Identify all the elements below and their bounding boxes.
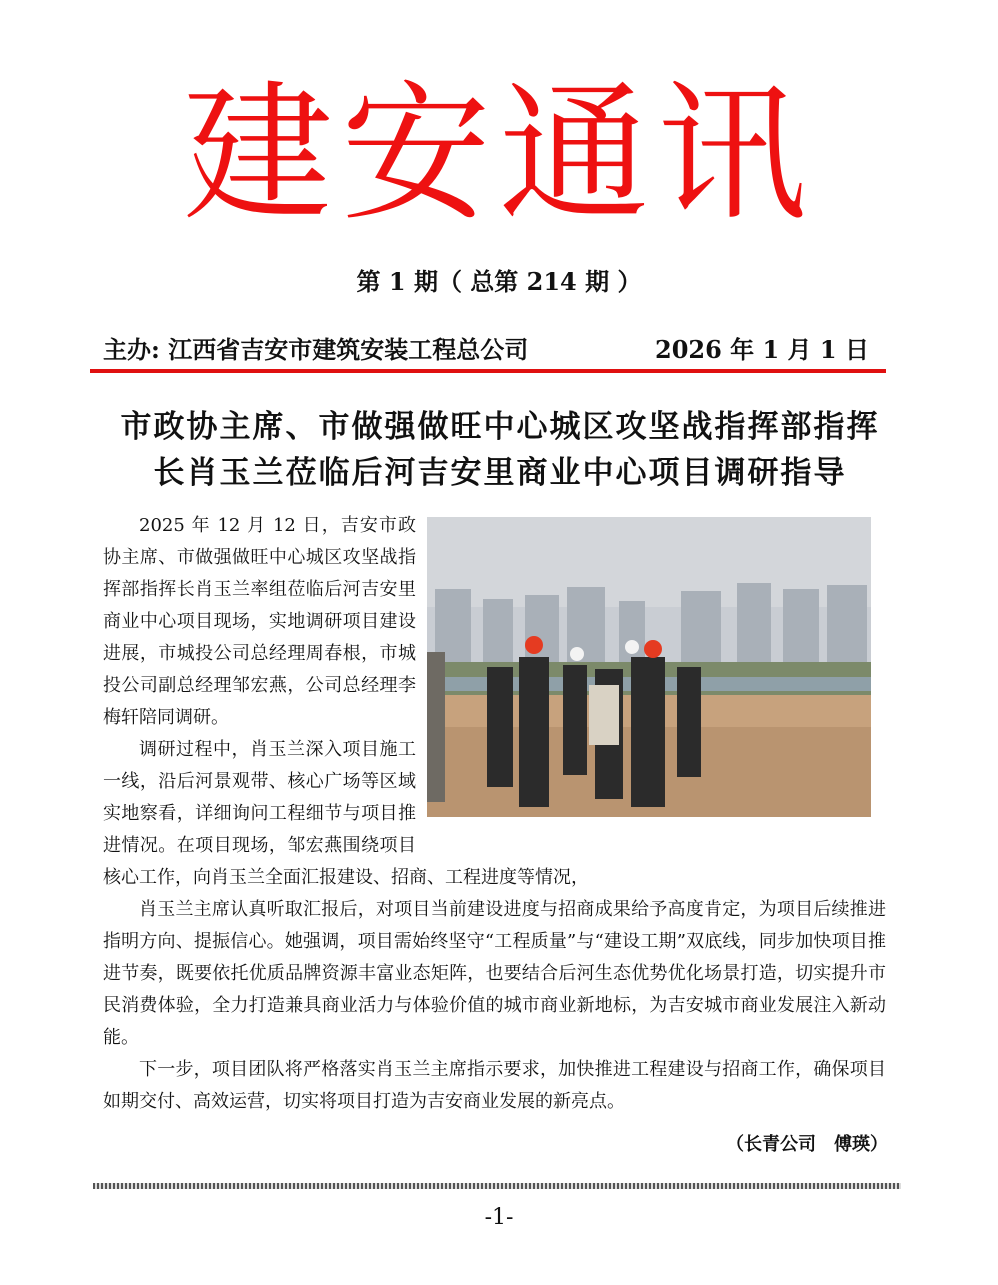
photo-spacer [416,510,886,846]
paragraph-3: 肖玉兰主席认真听取汇报后，对项目当前建设进度与招商成果给予高度肯定，为项目后续推进指明方向、提振信心。她强调，项目需始终坚守“工程质量”与“建设工期”双底线，同步加快项目推进节奏，既要依托优质品牌资源丰富业态矩阵，也要结合后河生态优势优化场景打造，切实提升市民消费体验，全力打造兼具商业活力与体验价值的城市商业新地标，为吉安城市商业发展注入新动能。 [103,899,886,1048]
issue-number: 第 1 期（ 总第 214 期 ） [356,267,642,296]
paragraph-4: 下一步，项目团队将严格落实肖玉兰主席指示要求，加快推进工程建设与招商工作，确保项目如期交付、高效运营，切实将项目打造为吉安商业发展的新亮点。 [103,1059,886,1112]
paragraph-1: 2025 年 12 月 12 日，吉安市政协主席、市做强做旺中心城区攻坚战指挥部指挥长肖玉兰率组莅临后河吉安里商业中心项目现场，实地调研项目建设进展，市城投公司总经理周春根，市城投公司副总经理邹宏燕，公司总经理李梅轩陪同调研。 [103,515,416,728]
footer-rule [93,1183,901,1189]
sponsor-line: 主办: 江西省吉安市建筑安装工程总公司 [103,335,529,364]
article-body [103,510,886,1118]
headline-line-2: 长肖玉兰莅临后河吉安里商业中心项目调研指导 [153,455,847,491]
publication-date: 2026 年 1 月 1 日 [655,335,869,364]
author-byline: （长青公司 傅瑛） [726,1134,888,1155]
article-headline [100,404,900,496]
page-number: -1- [484,1205,514,1230]
newsletter-masthead: 建安通讯 [182,68,815,242]
paragraph-2: 调研过程中，肖玉兰深入项目施工一线，沿后河景观带、核心广场等区域实地察看，详细询问工程细节与项目推进情况。在项目现场，邹宏燕围绕项目核心工作，向肖玉兰全面汇报建设、招商、工程进度等情况， [103,739,589,888]
header-rule [90,369,886,373]
headline-line-1: 市政协主席、市做强做旺中心城区攻坚战指挥部指挥 [120,409,880,445]
